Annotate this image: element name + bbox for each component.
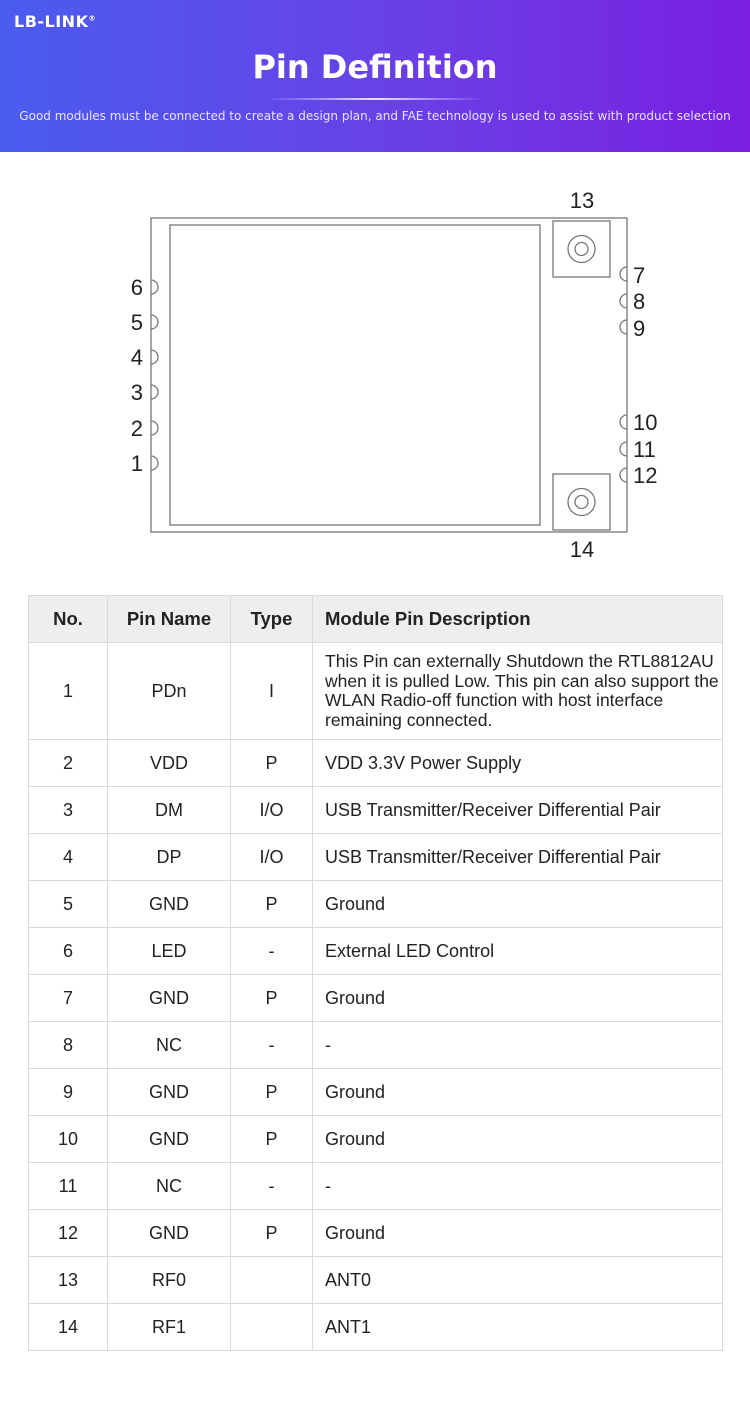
table-row	[29, 975, 723, 1022]
cell-type	[231, 1304, 313, 1351]
pin-label-3: 3	[130, 380, 143, 405]
pin-diagram	[0, 152, 750, 592]
pin-label-6: 6	[130, 275, 143, 300]
antenna-connector-bottom-icon	[553, 474, 610, 530]
shield-can	[170, 225, 540, 525]
pad-2	[151, 421, 158, 435]
header-banner	[0, 0, 750, 152]
module-board	[151, 218, 627, 532]
header-pin-name: Pin Name	[108, 596, 231, 643]
cell-no: 5	[29, 881, 108, 928]
cell-type: P	[231, 881, 313, 928]
cell-type: -	[231, 1163, 313, 1210]
cell-description: External LED Control	[313, 928, 723, 975]
logo-text: LB-LINK	[14, 12, 89, 31]
cell-description: -	[313, 1022, 723, 1069]
cell-no: 13	[29, 1257, 108, 1304]
cell-type	[231, 1257, 313, 1304]
table-row	[29, 1304, 723, 1351]
cell-pin-name: DM	[108, 787, 231, 834]
cell-no: 11	[29, 1163, 108, 1210]
cell-description: USB Transmitter/Receiver Differential Pair	[313, 834, 723, 881]
cell-description: ANT1	[313, 1304, 723, 1351]
cell-pin-name: LED	[108, 928, 231, 975]
pad-4	[151, 350, 158, 364]
cell-description: This Pin can externally Shutdown the RTL8812AU when it is pulled Low. This pin can also support the WLAN Radio-off function with host interface remaining connected.	[313, 643, 723, 740]
cell-type: P	[231, 1116, 313, 1163]
cell-pin-name: DP	[108, 834, 231, 881]
cell-description: Ground	[313, 881, 723, 928]
table-row	[29, 1163, 723, 1210]
pin-label-10: 10	[633, 410, 658, 435]
pin-definition-table	[28, 595, 723, 1351]
pin-label-14: 14	[569, 537, 595, 562]
header-description: Module Pin Description	[313, 596, 723, 643]
cell-no: 4	[29, 834, 108, 881]
cell-no: 7	[29, 975, 108, 1022]
header-no: No.	[29, 596, 108, 643]
title-underline	[265, 98, 485, 100]
cell-type: -	[231, 928, 313, 975]
cell-pin-name: NC	[108, 1022, 231, 1069]
table-row	[29, 928, 723, 975]
pad-1	[151, 456, 158, 470]
left-pads	[151, 280, 158, 470]
cell-pin-name: GND	[108, 1210, 231, 1257]
antenna-connector-top-icon	[553, 221, 610, 277]
module-outline-svg	[0, 152, 750, 592]
cell-description: -	[313, 1163, 723, 1210]
cell-description: Ground	[313, 1210, 723, 1257]
pin-label-9: 9	[633, 316, 646, 341]
registered-mark: ®	[88, 14, 96, 23]
cell-pin-name: VDD	[108, 740, 231, 787]
table-row	[29, 1257, 723, 1304]
cell-description: ANT0	[313, 1257, 723, 1304]
cell-type: P	[231, 1210, 313, 1257]
cell-description: Ground	[313, 1116, 723, 1163]
brand-logo	[14, 12, 96, 31]
table-row	[29, 740, 723, 787]
pin-label-4: 4	[130, 345, 143, 370]
cell-no: 8	[29, 1022, 108, 1069]
pad-7	[620, 267, 627, 281]
cell-no: 14	[29, 1304, 108, 1351]
cell-no: 1	[29, 643, 108, 740]
cell-no: 9	[29, 1069, 108, 1116]
cell-description: Ground	[313, 975, 723, 1022]
cell-no: 10	[29, 1116, 108, 1163]
table-row	[29, 881, 723, 928]
cell-pin-name: RF1	[108, 1304, 231, 1351]
cell-type: P	[231, 975, 313, 1022]
pad-5	[151, 315, 158, 329]
pad-6	[151, 280, 158, 294]
cell-type: I	[231, 643, 313, 740]
pin-label-13: 13	[569, 188, 595, 213]
pin-label-11: 11	[633, 437, 656, 462]
cell-type: P	[231, 1069, 313, 1116]
page-subtitle: Good modules must be connected to create a design plan, and FAE technology is used to assist with product selection	[19, 109, 731, 123]
cell-pin-name: NC	[108, 1163, 231, 1210]
table-row	[29, 1022, 723, 1069]
cell-pin-name: GND	[108, 975, 231, 1022]
cell-pin-name: GND	[108, 1116, 231, 1163]
cell-type: I/O	[231, 834, 313, 881]
cell-description: USB Transmitter/Receiver Differential Pair	[313, 787, 723, 834]
cell-description: VDD 3.3V Power Supply	[313, 740, 723, 787]
pin-label-12: 12	[633, 463, 658, 488]
cell-pin-name: PDn	[108, 643, 231, 740]
cell-no: 2	[29, 740, 108, 787]
cell-no: 3	[29, 787, 108, 834]
table-row	[29, 643, 723, 740]
cell-type: I/O	[231, 787, 313, 834]
header-type: Type	[231, 596, 313, 643]
pad-10	[620, 415, 627, 429]
pad-11	[620, 442, 627, 456]
table-header-row	[29, 596, 723, 643]
pin-label-8: 8	[633, 289, 646, 314]
pin-label-2: 2	[130, 416, 143, 441]
pad-9	[620, 320, 627, 334]
cell-pin-name: RF0	[108, 1257, 231, 1304]
right-pads	[620, 267, 627, 482]
table-row	[29, 1210, 723, 1257]
pin-label-5: 5	[130, 310, 143, 335]
cell-no: 6	[29, 928, 108, 975]
cell-no: 12	[29, 1210, 108, 1257]
pad-8	[620, 294, 627, 308]
cell-pin-name: GND	[108, 881, 231, 928]
cell-type: P	[231, 740, 313, 787]
table-row	[29, 787, 723, 834]
cell-type: -	[231, 1022, 313, 1069]
table-row	[29, 834, 723, 881]
cell-pin-name: GND	[108, 1069, 231, 1116]
pad-3	[151, 385, 158, 399]
pin-label-7: 7	[633, 263, 646, 288]
table-row	[29, 1069, 723, 1116]
pad-12	[620, 468, 627, 482]
table-row	[29, 1116, 723, 1163]
page-title: Pin Definition	[252, 48, 498, 86]
pin-label-1: 1	[130, 451, 143, 476]
cell-description: Ground	[313, 1069, 723, 1116]
